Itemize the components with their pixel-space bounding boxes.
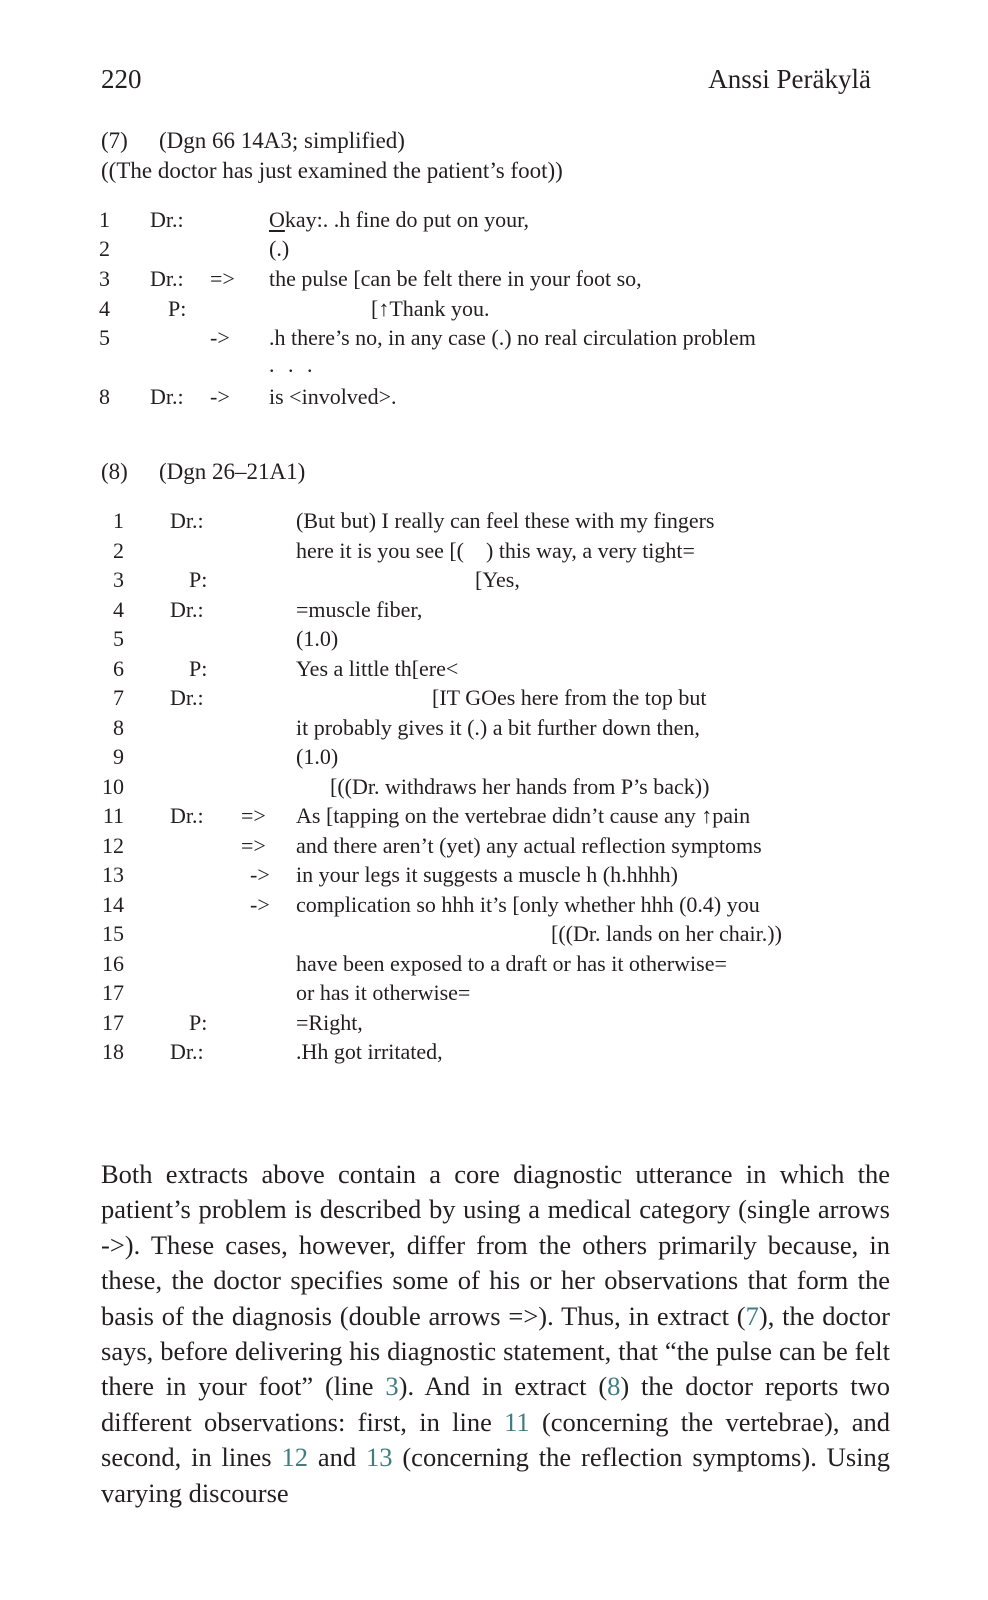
transcript-line <box>0 656 988 686</box>
single-arrow-marker: -> <box>210 384 230 409</box>
transcript-line <box>0 236 988 266</box>
page-number: 220 <box>101 64 142 94</box>
line-number: 18 <box>102 1039 124 1064</box>
double-arrow-marker: => <box>210 266 235 291</box>
extract-reference-link[interactable]: 8 <box>607 1371 621 1402</box>
speaker-label: P: <box>189 656 208 681</box>
paragraph-text: the doctor reports two different observations: first, in line <box>101 1371 890 1437</box>
extract-7-number: (7) <box>101 128 128 153</box>
line-reference-link[interactable]: 13 <box>365 1442 393 1473</box>
utterance-text: (1.0) <box>296 626 339 651</box>
line-number: 3 <box>99 266 110 291</box>
speaker-label: Dr.: <box>170 803 204 828</box>
line-reference-link[interactable]: 11 <box>504 1406 530 1437</box>
utterance-text: in your legs it suggests a muscle h (h.hhhh) <box>296 862 678 887</box>
transcript-line <box>0 744 988 774</box>
body-paragraph: Both extracts above contain a core diagnostic utterance in which the patient’s problem is described by using a medical category (single arrows ->). These cases, however, differ from the others primarily because, in these, the doctor specifies some of his or her observations that form the basis of the diagnosis (double arrows =>). Thus, in extract (7), the doctor says, before delivering his diagnostic statement, that “the pulse can be felt there in your foot” (line 3). And in extract (8) the doctor reports two different observations: first, in line 11 (concerning the vertebrae), and second, in lines 12 and 13 (concerning the reflection symptoms). Using varying discourse <box>101 1159 890 1508</box>
transcript-line <box>0 715 988 745</box>
transcript-line <box>0 980 988 1010</box>
running-head: Anssi Peräkylä <box>708 64 871 94</box>
utterance-text: is <involved>. <box>269 384 397 409</box>
transcript-line <box>0 774 988 804</box>
speaker-label: Dr.: <box>150 266 184 291</box>
line-number: 17 <box>102 980 124 1005</box>
line-number: 13 <box>102 862 124 887</box>
transcript-line <box>0 862 988 892</box>
transcript-line <box>0 207 988 237</box>
line-number: 12 <box>102 833 124 858</box>
line-number: 8 <box>99 384 110 409</box>
utterance-text: .h there’s no, in any case (.) no real circulation problem <box>269 325 756 350</box>
speaker-label: Dr.: <box>170 508 204 533</box>
line-number: 11 <box>102 803 124 828</box>
utterance-text: complication so hhh it’s [only whether hhh (0.4) you <box>296 892 760 917</box>
transcript-line <box>0 921 988 951</box>
line-number: 16 <box>102 951 124 976</box>
speaker-label: Dr.: <box>170 1039 204 1064</box>
line-reference-link[interactable]: 3 <box>385 1371 399 1402</box>
transcript-line <box>0 892 988 922</box>
speaker-label: Dr.: <box>170 597 204 622</box>
utterance-text: (But but) I really can feel these with my fingers <box>296 508 715 533</box>
transcript-line <box>0 508 988 538</box>
utterance-text: Yes a little th[ere< <box>296 656 459 681</box>
line-number: 15 <box>102 921 124 946</box>
ellipsis: . . . <box>269 352 317 377</box>
extract-reference-link[interactable]: 7 <box>745 1300 759 1331</box>
utterance-text: .Hh got irritated, <box>296 1039 443 1064</box>
utterance-text: it probably gives it (.) a bit further down then, <box>296 715 700 740</box>
single-arrow-marker: -> <box>250 892 270 917</box>
paragraph-text: Both extracts above contain a core diagnostic utterance in which the patient’s problem is described by using a medical category (single arrows ->). These cases, however, differ from the others primarily because, in these, the doctor specifies some of his or her observations that form the basis of the diagnosis (double arrows =>). Thus, in extract <box>101 1159 890 1331</box>
line-number: 7 <box>113 685 124 710</box>
utterance-text: [↑Thank you. <box>371 296 490 321</box>
paragraph-text: and <box>307 1442 366 1473</box>
paragraph-text: (concerning the vertebrae), and second, in lines <box>101 1406 890 1473</box>
line-number: 9 <box>113 744 124 769</box>
line-number: 6 <box>113 656 124 681</box>
extract-8-number: (8) <box>101 459 128 484</box>
single-arrow-marker: -> <box>250 862 270 887</box>
line-reference-link[interactable]: 12 <box>281 1442 308 1473</box>
extract-7-context: ((The doctor has just examined the patient’s foot)) <box>101 158 563 183</box>
paragraph-text: ). And in extract <box>398 1371 599 1402</box>
line-number: 2 <box>99 236 110 261</box>
line-number: 1 <box>99 207 110 232</box>
utterance-text: the pulse [can be felt there in your foot so, <box>269 266 642 291</box>
utterance-text-rest: kay:. .h fine do put on your, <box>284 207 530 232</box>
utterance-text: [Yes, <box>475 567 520 592</box>
paragraph-text: , the doctor says, before delivering his diagnostic statement, that “the pulse can be felt there in your foot” (line <box>101 1300 890 1402</box>
extract-8-source: (Dgn 26–21A1) <box>159 459 306 484</box>
line-number: 8 <box>113 715 124 740</box>
transcript-line <box>0 803 988 833</box>
transcript-line <box>0 1039 988 1069</box>
speaker-label: P: <box>189 567 208 592</box>
line-number: 1 <box>113 508 124 533</box>
single-arrow-marker: -> <box>210 325 230 350</box>
transcript-line <box>0 266 988 296</box>
line-number: 4 <box>113 597 124 622</box>
transcript-line <box>0 1010 988 1040</box>
transcript-line <box>0 567 988 597</box>
transcript-line <box>0 296 988 326</box>
utterance-text: [((Dr. lands on her chair.)) <box>551 921 782 946</box>
transcript-line <box>0 951 988 981</box>
paragraph-text: (concerning the reflection symptoms). Using varying discourse <box>101 1442 890 1508</box>
transcript-line <box>0 833 988 863</box>
utterance-text: and there aren’t (yet) any actual reflection symptoms <box>296 833 762 858</box>
double-arrow-marker: => <box>241 803 266 828</box>
speaker-label: Dr.: <box>150 207 184 232</box>
line-number: 17 <box>102 1010 124 1035</box>
line-number: 10 <box>102 774 124 799</box>
utterance-text: =Right, <box>296 1010 363 1035</box>
extract-7-source: (Dgn 66 14A3; simplified) <box>159 128 405 153</box>
transcript-line <box>0 384 988 414</box>
speaker-label: P: <box>189 1010 208 1035</box>
utterance-text: As [tapping on the vertebrae didn’t cause any ↑pain <box>296 803 751 828</box>
speaker-label: Dr.: <box>150 384 184 409</box>
double-arrow-marker: => <box>241 833 266 858</box>
line-number: 2 <box>113 538 124 563</box>
utterance-text: [((Dr. withdraws her hands from P’s back)) <box>330 774 710 799</box>
line-number: 3 <box>113 567 124 592</box>
utterance-text: =muscle fiber, <box>296 597 423 622</box>
utterance-text: (1.0) <box>296 744 339 769</box>
utterance-text: Okay:. .h fine do put on your, <box>269 207 530 232</box>
speaker-label: Dr.: <box>170 685 204 710</box>
line-number: 5 <box>113 626 124 651</box>
transcript-line <box>0 538 988 568</box>
transcript-line <box>0 597 988 627</box>
transcript-line <box>0 626 988 656</box>
utterance-text: [IT GOes here from the top but <box>432 685 707 710</box>
utterance-text: or has it otherwise= <box>296 980 471 1005</box>
line-number: 4 <box>99 296 110 321</box>
transcript-line <box>0 325 988 355</box>
speaker-label: P: <box>168 296 187 321</box>
transcript-line <box>0 685 988 715</box>
line-number: 5 <box>99 325 110 350</box>
utterance-text: have been exposed to a draft or has it otherwise= <box>296 951 727 976</box>
utterance-text: (.) <box>269 236 290 261</box>
utterance-text: here it is you see [( ) this way, a very tight= <box>296 538 695 563</box>
line-number: 14 <box>102 892 124 917</box>
